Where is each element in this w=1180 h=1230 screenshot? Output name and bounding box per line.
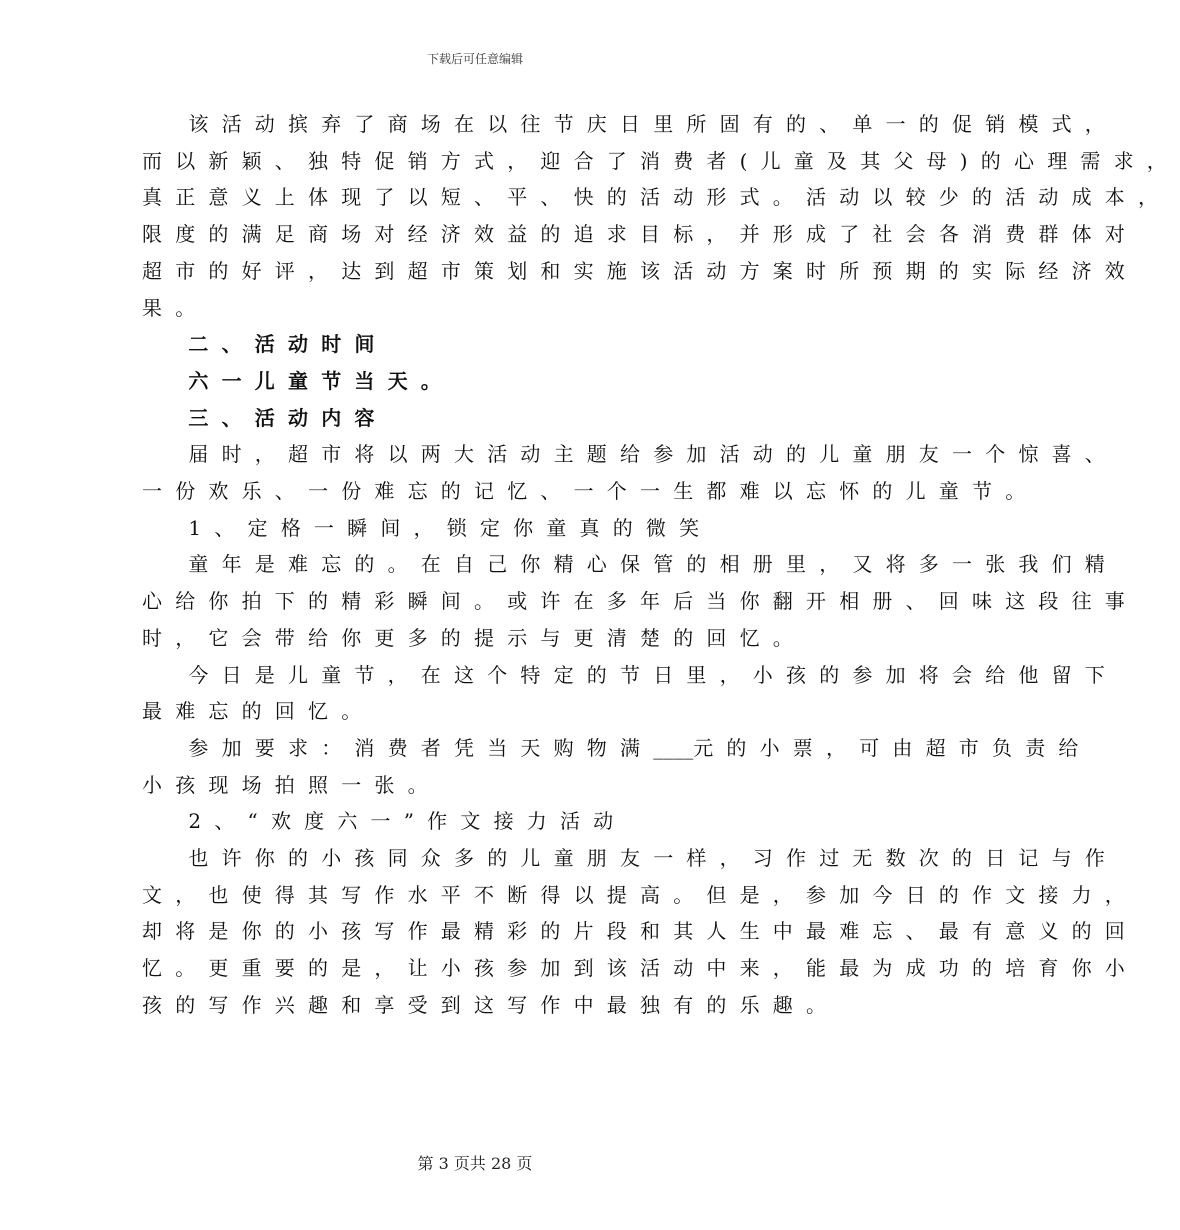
paragraph-item1-childrens-day [142, 657, 1118, 730]
document-body [142, 106, 1180, 1024]
paragraph-item2-essay [142, 840, 1138, 1024]
text-line: 童年是难忘的。在自己你精心保管的相册里，又将多一张我们精 [188, 552, 1118, 577]
text-line: 却将是你的小孩写作最精彩的片段和其人生中最难忘、最有意义的回 [142, 919, 1138, 944]
text-line: 最难忘的回忆。 [142, 699, 375, 724]
text-line: 孩的写作兴趣和享受到这写作中最独有的乐趣。 [142, 992, 840, 1017]
section-heading-time: 二、活动时间 [188, 332, 388, 357]
requirement-text-cont: 元的小票，可由超市负责给 [693, 735, 1092, 760]
paragraph-content-intro [142, 436, 1118, 509]
paragraph-item1-requirements [142, 730, 1092, 803]
text-line: 忆。更重要的是，让小孩参加到该活动中来，能最为成功的培育你小 [142, 956, 1138, 981]
text-line: 今日是儿童节，在这个特定的节日里，小孩的参加将会给他留下 [188, 662, 1118, 687]
text-line: 而以新颖、独特促销方式，迎合了消费者(儿童及其父母)的心理需求， [142, 148, 1180, 173]
text-line: 真正意义上体现了以短、平、快的活动形式。活动以较少的活动成本， [142, 185, 1172, 210]
page-number: 第 3 页共 28 页 [417, 1154, 533, 1173]
text-line: 时，它会带给你更多的提示与更清楚的回忆。 [142, 625, 806, 650]
amount-blank: ____ [653, 735, 694, 760]
paragraph-item1-memory [142, 546, 1138, 656]
paragraph-activity-summary [142, 106, 1180, 326]
text-line: 小孩现场拍照一张。 [142, 772, 441, 797]
text-line: 心给你拍下的精彩瞬间。或许在多年后当你翻开相册、回味这段往事 [142, 589, 1138, 614]
text-line: 一份欢乐、一份难忘的记忆、一个一生都难以忘怀的儿童节。 [142, 479, 1039, 504]
text-line: 文，也使得其写作水平不断得以提高。但是，参加今日的作文接力， [142, 882, 1138, 907]
activity-date: 六一儿童节当天。 [188, 368, 454, 393]
item1-title: 1、定格一瞬间，锁定你童真的微笑 [188, 515, 713, 540]
text-line: 限度的满足商场对经济效益的追求目标，并形成了社会各消费群体对 [142, 222, 1138, 247]
page-header: 下载后可任意编辑 [426, 52, 523, 66]
text-line: 超市的好评，达到超市策划和实施该活动方案时所预期的实际经济效 [142, 258, 1138, 283]
text-line: 该活动摈弃了商场在以往节庆日里所固有的、单一的促销模式， [188, 112, 1118, 136]
text-line: 果。 [142, 295, 209, 320]
text-line: 也许你的小孩同众多的儿童朋友一样，习作过无数次的日记与作 [188, 846, 1118, 871]
item2-title: 2、“欢度六一”作文接力活动 [188, 809, 627, 834]
requirement-text: 参加要求：消费者凭当天购物满 [188, 735, 654, 760]
section-heading-content: 三、活动内容 [188, 405, 388, 430]
text-line: 届时，超市将以两大活动主题给参加活动的儿童朋友一个惊喜、 [188, 442, 1118, 467]
